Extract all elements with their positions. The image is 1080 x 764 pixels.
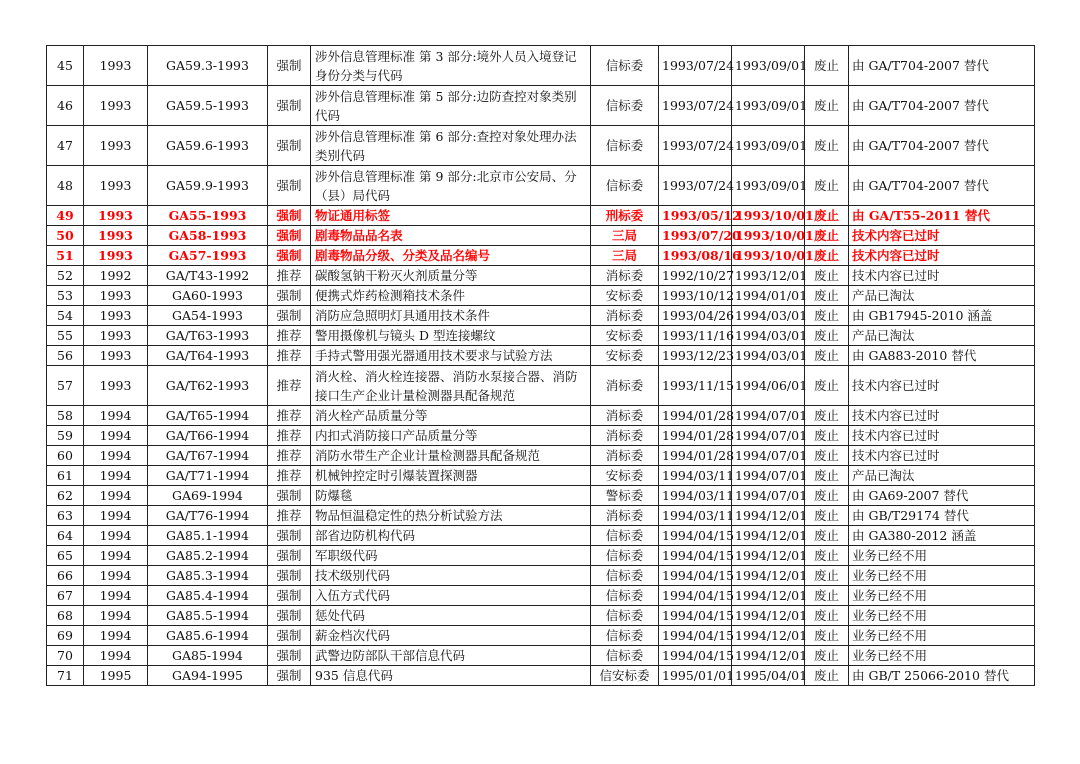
type-cell: 强制 xyxy=(268,86,311,126)
standard-number-cell: GA85.4-1994 xyxy=(148,586,268,606)
release-date-cell: 1994/04/15 xyxy=(659,626,732,646)
release-date-cell: 1993/11/16 xyxy=(659,326,732,346)
table-row xyxy=(47,426,1035,446)
standard-number-cell: GA59.5-1993 xyxy=(148,86,268,126)
effective-date-cell: 1994/03/01 xyxy=(732,306,805,326)
title-cell: 涉外信息管理标准 第 3 部分:境外人员入境登记身份分类与代码 xyxy=(311,46,591,86)
table-row xyxy=(47,86,1035,126)
type-cell: 推荐 xyxy=(268,506,311,526)
seq-cell: 67 xyxy=(47,586,84,606)
standards-table xyxy=(46,45,1035,686)
effective-date-cell: 1994/07/01 xyxy=(732,466,805,486)
issuer-cell: 安标委 xyxy=(591,326,659,346)
seq-cell: 54 xyxy=(47,306,84,326)
release-date-cell: 1993/07/20 xyxy=(659,226,732,246)
seq-cell: 47 xyxy=(47,126,84,166)
table-row xyxy=(47,526,1035,546)
release-date-cell: 1993/07/24 xyxy=(659,86,732,126)
type-cell: 强制 xyxy=(268,206,311,226)
release-date-cell: 1993/07/24 xyxy=(659,126,732,166)
table-row xyxy=(47,246,1035,266)
status-cell: 废止 xyxy=(805,466,849,486)
effective-date-cell: 1994/07/01 xyxy=(732,406,805,426)
effective-date-cell: 1994/12/01 xyxy=(732,586,805,606)
standard-number-cell: GA85.6-1994 xyxy=(148,626,268,646)
standard-number-cell: GA85.5-1994 xyxy=(148,606,268,626)
seq-cell: 61 xyxy=(47,466,84,486)
release-date-cell: 1994/01/28 xyxy=(659,406,732,426)
remark-cell: 由 GA380-2012 涵盖 xyxy=(849,526,1035,546)
remark-cell: 业务已经不用 xyxy=(849,546,1035,566)
year-cell: 1994 xyxy=(84,546,148,566)
status-cell: 废止 xyxy=(805,606,849,626)
type-cell: 强制 xyxy=(268,226,311,246)
seq-cell: 45 xyxy=(47,46,84,86)
title-cell: 消火栓产品质量分等 xyxy=(311,406,591,426)
remark-cell: 由 GA/T704-2007 替代 xyxy=(849,86,1035,126)
effective-date-cell: 1994/07/01 xyxy=(732,426,805,446)
seq-cell: 69 xyxy=(47,626,84,646)
issuer-cell: 安标委 xyxy=(591,466,659,486)
title-cell: 涉外信息管理标准 第 9 部分:北京市公安局、分（县）局代码 xyxy=(311,166,591,206)
type-cell: 强制 xyxy=(268,646,311,666)
issuer-cell: 信标委 xyxy=(591,546,659,566)
remark-cell: 技术内容已过时 xyxy=(849,406,1035,426)
type-cell: 推荐 xyxy=(268,326,311,346)
title-cell: 消防水带生产企业计量检测器具配备规范 xyxy=(311,446,591,466)
seq-cell: 51 xyxy=(47,246,84,266)
standard-number-cell: GA59.9-1993 xyxy=(148,166,268,206)
remark-cell: 由 GA69-2007 替代 xyxy=(849,486,1035,506)
remark-cell: 技术内容已过时 xyxy=(849,226,1035,246)
table-row xyxy=(47,166,1035,206)
title-cell: 技术级别代码 xyxy=(311,566,591,586)
standard-number-cell: GA/T43-1992 xyxy=(148,266,268,286)
standard-number-cell: GA/T76-1994 xyxy=(148,506,268,526)
standard-number-cell: GA/T62-1993 xyxy=(148,366,268,406)
title-cell: 薪金档次代码 xyxy=(311,626,591,646)
issuer-cell: 信标委 xyxy=(591,626,659,646)
release-date-cell: 1993/12/23 xyxy=(659,346,732,366)
title-cell: 物品恒温稳定性的热分析试验方法 xyxy=(311,506,591,526)
title-cell: 军职级代码 xyxy=(311,546,591,566)
title-cell: 内扣式消防接口产品质量分等 xyxy=(311,426,591,446)
type-cell: 强制 xyxy=(268,166,311,206)
title-cell: 便携式炸药检测箱技术条件 xyxy=(311,286,591,306)
effective-date-cell: 1994/12/01 xyxy=(732,526,805,546)
remark-cell: 技术内容已过时 xyxy=(849,246,1035,266)
issuer-cell: 消标委 xyxy=(591,426,659,446)
issuer-cell: 刑标委 xyxy=(591,206,659,226)
standard-number-cell: GA/T63-1993 xyxy=(148,326,268,346)
effective-date-cell: 1993/09/01 xyxy=(732,166,805,206)
status-cell: 废止 xyxy=(805,246,849,266)
remark-cell: 技术内容已过时 xyxy=(849,366,1035,406)
seq-cell: 48 xyxy=(47,166,84,206)
seq-cell: 46 xyxy=(47,86,84,126)
standard-number-cell: GA55-1993 xyxy=(148,206,268,226)
issuer-cell: 信标委 xyxy=(591,46,659,86)
type-cell: 强制 xyxy=(268,626,311,646)
status-cell: 废止 xyxy=(805,206,849,226)
effective-date-cell: 1994/12/01 xyxy=(732,566,805,586)
seq-cell: 55 xyxy=(47,326,84,346)
title-cell: 防爆毯 xyxy=(311,486,591,506)
standard-number-cell: GA59.6-1993 xyxy=(148,126,268,166)
title-cell: 剧毒物品分级、分类及品名编号 xyxy=(311,246,591,266)
effective-date-cell: 1994/12/01 xyxy=(732,546,805,566)
status-cell: 废止 xyxy=(805,586,849,606)
title-cell: 涉外信息管理标准 第 5 部分:边防查控对象类别代码 xyxy=(311,86,591,126)
year-cell: 1994 xyxy=(84,606,148,626)
issuer-cell: 信标委 xyxy=(591,646,659,666)
title-cell: 剧毒物品品名表 xyxy=(311,226,591,246)
year-cell: 1994 xyxy=(84,586,148,606)
table-row xyxy=(47,366,1035,406)
release-date-cell: 1993/08/16 xyxy=(659,246,732,266)
year-cell: 1993 xyxy=(84,86,148,126)
remark-cell: 由 GA/T55-2011 替代 xyxy=(849,206,1035,226)
status-cell: 废止 xyxy=(805,526,849,546)
release-date-cell: 1993/10/12 xyxy=(659,286,732,306)
status-cell: 废止 xyxy=(805,546,849,566)
year-cell: 1993 xyxy=(84,366,148,406)
table-row xyxy=(47,606,1035,626)
standard-number-cell: GA85.1-1994 xyxy=(148,526,268,546)
type-cell: 强制 xyxy=(268,606,311,626)
release-date-cell: 1993/05/12 xyxy=(659,206,732,226)
type-cell: 强制 xyxy=(268,306,311,326)
issuer-cell: 信标委 xyxy=(591,166,659,206)
type-cell: 推荐 xyxy=(268,346,311,366)
table-row xyxy=(47,126,1035,166)
table-row xyxy=(47,266,1035,286)
remark-cell: 技术内容已过时 xyxy=(849,426,1035,446)
seq-cell: 66 xyxy=(47,566,84,586)
year-cell: 1993 xyxy=(84,306,148,326)
remark-cell: 技术内容已过时 xyxy=(849,266,1035,286)
remark-cell: 业务已经不用 xyxy=(849,606,1035,626)
issuer-cell: 消标委 xyxy=(591,366,659,406)
year-cell: 1994 xyxy=(84,446,148,466)
table-row xyxy=(47,646,1035,666)
effective-date-cell: 1994/03/01 xyxy=(732,326,805,346)
remark-cell: 由 GB/T29174 替代 xyxy=(849,506,1035,526)
seq-cell: 62 xyxy=(47,486,84,506)
remark-cell: 由 GB/T 25066-2010 替代 xyxy=(849,666,1035,686)
issuer-cell: 信安标委 xyxy=(591,666,659,686)
year-cell: 1993 xyxy=(84,286,148,306)
standard-number-cell: GA/T71-1994 xyxy=(148,466,268,486)
release-date-cell: 1994/04/15 xyxy=(659,566,732,586)
table-row xyxy=(47,546,1035,566)
issuer-cell: 消标委 xyxy=(591,506,659,526)
issuer-cell: 信标委 xyxy=(591,126,659,166)
seq-cell: 53 xyxy=(47,286,84,306)
remark-cell: 由 GA883-2010 替代 xyxy=(849,346,1035,366)
issuer-cell: 消标委 xyxy=(591,446,659,466)
release-date-cell: 1994/03/11 xyxy=(659,466,732,486)
standard-number-cell: GA/T65-1994 xyxy=(148,406,268,426)
title-cell: 部省边防机构代码 xyxy=(311,526,591,546)
release-date-cell: 1993/11/15 xyxy=(659,366,732,406)
status-cell: 废止 xyxy=(805,646,849,666)
issuer-cell: 消标委 xyxy=(591,266,659,286)
issuer-cell: 信标委 xyxy=(591,526,659,546)
title-cell: 物证通用标签 xyxy=(311,206,591,226)
issuer-cell: 三局 xyxy=(591,246,659,266)
status-cell: 废止 xyxy=(805,266,849,286)
standard-number-cell: GA/T66-1994 xyxy=(148,426,268,446)
status-cell: 废止 xyxy=(805,426,849,446)
release-date-cell: 1994/01/28 xyxy=(659,446,732,466)
release-date-cell: 1994/03/11 xyxy=(659,486,732,506)
year-cell: 1993 xyxy=(84,166,148,206)
year-cell: 1993 xyxy=(84,46,148,86)
effective-date-cell: 1994/12/01 xyxy=(732,606,805,626)
effective-date-cell: 1993/12/01 xyxy=(732,266,805,286)
table-row xyxy=(47,346,1035,366)
title-cell: 惩处代码 xyxy=(311,606,591,626)
title-cell: 碳酸氢钠干粉灭火剂质量分等 xyxy=(311,266,591,286)
type-cell: 推荐 xyxy=(268,406,311,426)
status-cell: 废止 xyxy=(805,86,849,126)
release-date-cell: 1994/04/15 xyxy=(659,646,732,666)
status-cell: 废止 xyxy=(805,126,849,166)
remark-cell: 业务已经不用 xyxy=(849,646,1035,666)
title-cell: 手持式警用强光器通用技术要求与试验方法 xyxy=(311,346,591,366)
remark-cell: 由 GA/T704-2007 替代 xyxy=(849,126,1035,166)
type-cell: 强制 xyxy=(268,526,311,546)
seq-cell: 50 xyxy=(47,226,84,246)
seq-cell: 59 xyxy=(47,426,84,446)
year-cell: 1994 xyxy=(84,466,148,486)
status-cell: 废止 xyxy=(805,626,849,646)
title-cell: 消火栓、消火栓连接器、消防水泵接合器、消防接口生产企业计量检测器具配备规范 xyxy=(311,366,591,406)
issuer-cell: 安标委 xyxy=(591,286,659,306)
table-row xyxy=(47,46,1035,86)
standard-number-cell: GA60-1993 xyxy=(148,286,268,306)
standard-number-cell: GA85.3-1994 xyxy=(148,566,268,586)
table-row xyxy=(47,626,1035,646)
table-row xyxy=(47,206,1035,226)
remark-cell: 产品已淘汰 xyxy=(849,326,1035,346)
standard-number-cell: GA85.2-1994 xyxy=(148,546,268,566)
seq-cell: 70 xyxy=(47,646,84,666)
year-cell: 1993 xyxy=(84,206,148,226)
standard-number-cell: GA69-1994 xyxy=(148,486,268,506)
effective-date-cell: 1994/06/01 xyxy=(732,366,805,406)
status-cell: 废止 xyxy=(805,666,849,686)
effective-date-cell: 1995/04/01 xyxy=(732,666,805,686)
issuer-cell: 信标委 xyxy=(591,86,659,126)
type-cell: 推荐 xyxy=(268,266,311,286)
release-date-cell: 1994/04/15 xyxy=(659,586,732,606)
standard-number-cell: GA85-1994 xyxy=(148,646,268,666)
title-cell: 警用摄像机与镜头 D 型连接螺纹 xyxy=(311,326,591,346)
remark-cell: 技术内容已过时 xyxy=(849,446,1035,466)
year-cell: 1993 xyxy=(84,246,148,266)
title-cell: 武警边防部队干部信息代码 xyxy=(311,646,591,666)
year-cell: 1994 xyxy=(84,526,148,546)
table-row xyxy=(47,586,1035,606)
release-date-cell: 1994/01/28 xyxy=(659,426,732,446)
table-row xyxy=(47,466,1035,486)
effective-date-cell: 1993/10/01 xyxy=(732,246,805,266)
seq-cell: 57 xyxy=(47,366,84,406)
remark-cell: 业务已经不用 xyxy=(849,566,1035,586)
table-row xyxy=(47,306,1035,326)
effective-date-cell: 1993/10/01 xyxy=(732,206,805,226)
type-cell: 强制 xyxy=(268,666,311,686)
type-cell: 强制 xyxy=(268,46,311,86)
remark-cell: 由 GA/T704-2007 替代 xyxy=(849,166,1035,206)
effective-date-cell: 1994/01/01 xyxy=(732,286,805,306)
release-date-cell: 1994/04/15 xyxy=(659,526,732,546)
standard-number-cell: GA54-1993 xyxy=(148,306,268,326)
type-cell: 强制 xyxy=(268,486,311,506)
remark-cell: 业务已经不用 xyxy=(849,626,1035,646)
type-cell: 推荐 xyxy=(268,446,311,466)
type-cell: 强制 xyxy=(268,546,311,566)
seq-cell: 60 xyxy=(47,446,84,466)
table-row xyxy=(47,666,1035,686)
table-row xyxy=(47,406,1035,426)
status-cell: 废止 xyxy=(805,446,849,466)
effective-date-cell: 1993/09/01 xyxy=(732,86,805,126)
seq-cell: 52 xyxy=(47,266,84,286)
issuer-cell: 信标委 xyxy=(591,586,659,606)
issuer-cell: 警标委 xyxy=(591,486,659,506)
seq-cell: 68 xyxy=(47,606,84,626)
release-date-cell: 1994/03/11 xyxy=(659,506,732,526)
issuer-cell: 消标委 xyxy=(591,306,659,326)
seq-cell: 58 xyxy=(47,406,84,426)
release-date-cell: 1992/10/27 xyxy=(659,266,732,286)
seq-cell: 64 xyxy=(47,526,84,546)
remark-cell: 产品已淘汰 xyxy=(849,286,1035,306)
status-cell: 废止 xyxy=(805,366,849,406)
table-row xyxy=(47,446,1035,466)
effective-date-cell: 1993/09/01 xyxy=(732,46,805,86)
type-cell: 强制 xyxy=(268,126,311,166)
status-cell: 废止 xyxy=(805,486,849,506)
effective-date-cell: 1994/07/01 xyxy=(732,486,805,506)
status-cell: 废止 xyxy=(805,226,849,246)
seq-cell: 63 xyxy=(47,506,84,526)
table-row xyxy=(47,486,1035,506)
year-cell: 1993 xyxy=(84,126,148,166)
year-cell: 1993 xyxy=(84,326,148,346)
year-cell: 1994 xyxy=(84,626,148,646)
effective-date-cell: 1994/12/01 xyxy=(732,626,805,646)
title-cell: 消防应急照明灯具通用技术条件 xyxy=(311,306,591,326)
release-date-cell: 1995/01/01 xyxy=(659,666,732,686)
table-row xyxy=(47,326,1035,346)
title-cell: 入伍方式代码 xyxy=(311,586,591,606)
year-cell: 1995 xyxy=(84,666,148,686)
issuer-cell: 信标委 xyxy=(591,606,659,626)
title-cell: 涉外信息管理标准 第 6 部分:查控对象处理办法类别代码 xyxy=(311,126,591,166)
standard-number-cell: GA/T67-1994 xyxy=(148,446,268,466)
year-cell: 1994 xyxy=(84,426,148,446)
type-cell: 强制 xyxy=(268,586,311,606)
effective-date-cell: 1994/12/01 xyxy=(732,646,805,666)
status-cell: 废止 xyxy=(805,46,849,86)
release-date-cell: 1993/07/24 xyxy=(659,46,732,86)
issuer-cell: 安标委 xyxy=(591,346,659,366)
type-cell: 推荐 xyxy=(268,466,311,486)
status-cell: 废止 xyxy=(805,566,849,586)
release-date-cell: 1993/07/24 xyxy=(659,166,732,206)
issuer-cell: 消标委 xyxy=(591,406,659,426)
table-body xyxy=(47,46,1035,686)
effective-date-cell: 1994/12/01 xyxy=(732,506,805,526)
year-cell: 1994 xyxy=(84,646,148,666)
title-cell: 935 信息代码 xyxy=(311,666,591,686)
type-cell: 强制 xyxy=(268,286,311,306)
title-cell: 机械钟控定时引爆装置探测器 xyxy=(311,466,591,486)
status-cell: 废止 xyxy=(805,166,849,206)
remark-cell: 业务已经不用 xyxy=(849,586,1035,606)
seq-cell: 71 xyxy=(47,666,84,686)
table-row xyxy=(47,226,1035,246)
year-cell: 1994 xyxy=(84,406,148,426)
release-date-cell: 1993/04/26 xyxy=(659,306,732,326)
seq-cell: 65 xyxy=(47,546,84,566)
year-cell: 1992 xyxy=(84,266,148,286)
status-cell: 废止 xyxy=(805,286,849,306)
year-cell: 1993 xyxy=(84,346,148,366)
table-row xyxy=(47,286,1035,306)
issuer-cell: 信标委 xyxy=(591,566,659,586)
status-cell: 废止 xyxy=(805,326,849,346)
year-cell: 1994 xyxy=(84,506,148,526)
status-cell: 废止 xyxy=(805,346,849,366)
status-cell: 废止 xyxy=(805,506,849,526)
standard-number-cell: GA/T64-1993 xyxy=(148,346,268,366)
year-cell: 1993 xyxy=(84,226,148,246)
effective-date-cell: 1994/07/01 xyxy=(732,446,805,466)
status-cell: 废止 xyxy=(805,406,849,426)
year-cell: 1994 xyxy=(84,486,148,506)
year-cell: 1994 xyxy=(84,566,148,586)
table-row xyxy=(47,566,1035,586)
issuer-cell: 三局 xyxy=(591,226,659,246)
effective-date-cell: 1993/10/01 xyxy=(732,226,805,246)
effective-date-cell: 1994/03/01 xyxy=(732,346,805,366)
effective-date-cell: 1993/09/01 xyxy=(732,126,805,166)
release-date-cell: 1994/04/15 xyxy=(659,546,732,566)
remark-cell: 由 GB17945-2010 涵盖 xyxy=(849,306,1035,326)
type-cell: 推荐 xyxy=(268,366,311,406)
standard-number-cell: GA59.3-1993 xyxy=(148,46,268,86)
remark-cell: 产品已淘汰 xyxy=(849,466,1035,486)
seq-cell: 49 xyxy=(47,206,84,226)
type-cell: 推荐 xyxy=(268,426,311,446)
standard-number-cell: GA57-1993 xyxy=(148,246,268,266)
release-date-cell: 1994/04/15 xyxy=(659,606,732,626)
type-cell: 强制 xyxy=(268,566,311,586)
status-cell: 废止 xyxy=(805,306,849,326)
standard-number-cell: GA58-1993 xyxy=(148,226,268,246)
type-cell: 强制 xyxy=(268,246,311,266)
standard-number-cell: GA94-1995 xyxy=(148,666,268,686)
seq-cell: 56 xyxy=(47,346,84,366)
table-row xyxy=(47,506,1035,526)
remark-cell: 由 GA/T704-2007 替代 xyxy=(849,46,1035,86)
